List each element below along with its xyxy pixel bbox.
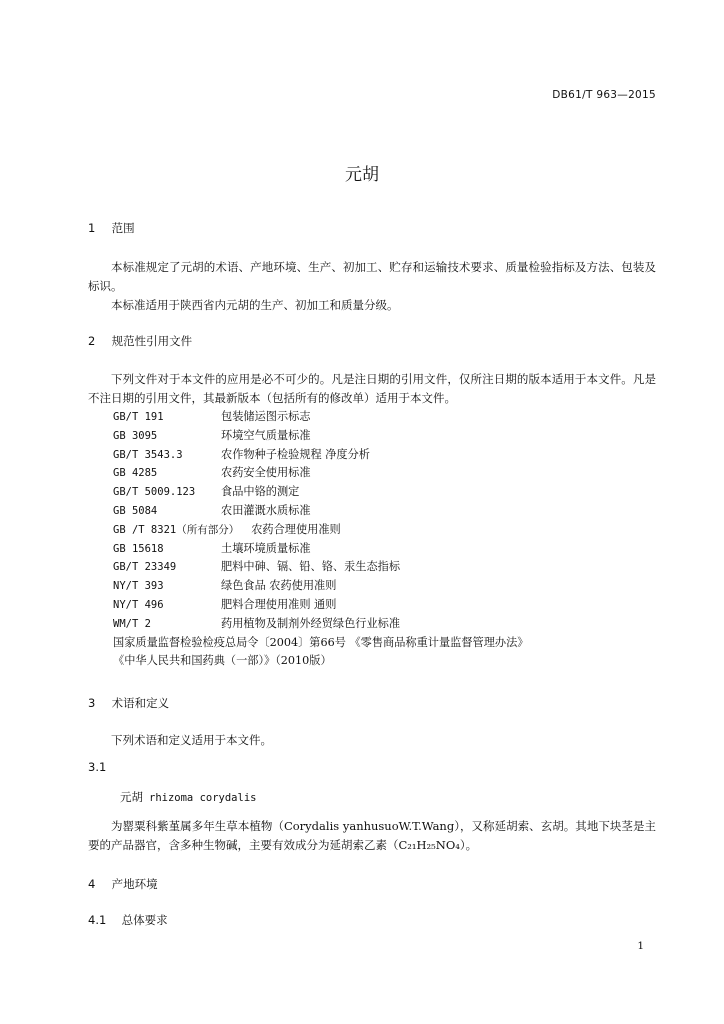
reference-name: 肥料中砷、镉、铅、铬、汞生态指标: [221, 560, 401, 574]
reference-item: [113, 577, 528, 596]
reference-item: [113, 521, 528, 540]
section-heading-4: [88, 876, 158, 892]
reference-item: [113, 446, 528, 465]
term-chinese: 元胡: [120, 790, 143, 804]
reference-name: 肥料合理使用准则 通则: [221, 597, 337, 611]
section-heading-2: [88, 333, 192, 349]
reference-item: 《中华人民共和国药典（一部）》（2010版）: [113, 654, 332, 668]
term-english: rhizoma corydalis: [149, 792, 257, 804]
reference-list: [113, 408, 528, 671]
reference-name: 环境空气质量标准: [221, 428, 311, 442]
term-definition: 为罂粟科紫堇属多年生草本植物（Corydalis yanhusuoW.T.Wang），又称延胡索、玄胡。其地下块茎是主要的产品器官，含多种生物碱，主要有效成分为延胡索乙素（C₂₁H₂₅NO₄）。: [88, 819, 656, 852]
reference-item: [113, 596, 528, 615]
reference-name: 农药安全使用标准: [221, 466, 311, 480]
reference-code: GB 3095: [113, 429, 158, 442]
reference-name: 农田灌溉水质标准: [221, 503, 311, 517]
reference-name: 土壤环境质量标准: [221, 541, 311, 555]
reference-item: [113, 615, 528, 634]
standard-code: DB61/T 963—2015: [552, 89, 656, 101]
section-number: 1: [88, 221, 96, 235]
reference-name: 绿色食品 农药使用准则: [221, 579, 337, 593]
reference-code: GB/T 5009.123: [113, 486, 196, 499]
reference-code: GB 15618: [113, 542, 164, 555]
term-entry: [120, 789, 256, 805]
reference-name: 药用植物及制剂外经贸绿色行业标准: [221, 616, 401, 630]
subsection-number: 4.1: [88, 913, 107, 927]
reference-code: GB /T 8321（所有部分）: [113, 523, 240, 536]
section-number: 2: [88, 334, 96, 348]
section-title: 规范性引用文件: [111, 334, 193, 348]
reference-name: 食品中铬的测定: [221, 485, 300, 499]
reference-item: 国家质量监督检验检疫总局令〔2004〕第66号 《零售商品称重计量监督管理办法》: [113, 635, 529, 649]
reference-code: GB/T 23349: [113, 561, 177, 574]
reference-code: NY/T 393: [113, 580, 164, 593]
section-heading-1: [88, 220, 135, 236]
reference-code: GB 5084: [113, 504, 158, 517]
reference-item: [113, 502, 528, 521]
subsection-heading-4-1: [88, 912, 168, 928]
section-title: 范围: [111, 221, 135, 235]
reference-name: 农药合理使用准则: [251, 522, 341, 536]
section-number: 3: [88, 696, 96, 710]
references-intro: 下列文件对于本文件的应用是必不可少的。凡是注日期的引用文件，仅所注日期的版本适用于本文件。凡是不注日期的引用文件，其最新版本（包括所有的修改单）适用于本文件。: [88, 372, 656, 405]
reference-code: GB/T 191: [113, 411, 164, 423]
reference-item: [113, 408, 528, 427]
scope-paragraph-1: 本标准规定了元胡的术语、产地环境、生产、初加工、贮存和运输技术要求、质量检验指标及方法、包装及标识。: [88, 260, 656, 293]
reference-name: 农作物种子检验规程 净度分析: [221, 447, 370, 461]
section-heading-3: [88, 695, 169, 711]
reference-code: GB 4285: [113, 467, 158, 480]
reference-item: [113, 464, 528, 483]
reference-item: [113, 483, 528, 502]
subsection-title: 总体要求: [121, 913, 168, 927]
reference-code: NY/T 496: [113, 598, 164, 611]
section-number: 4: [88, 877, 96, 891]
terms-intro: 下列术语和定义适用于本文件。: [111, 733, 272, 747]
reference-item: [113, 427, 528, 446]
page-number: 1: [637, 940, 644, 952]
document-title: 元胡: [345, 165, 379, 185]
reference-name: 包装储运图示标志: [221, 410, 311, 423]
subsection-number: 3.1: [88, 760, 107, 774]
reference-item: [113, 558, 528, 577]
scope-paragraph-2: 本标准适用于陕西省内元胡的生产、初加工和质量分级。: [111, 298, 399, 312]
reference-code: GB/T 3543.3: [113, 448, 183, 461]
reference-code: WM/T 2: [113, 617, 151, 630]
section-title: 产地环境: [111, 877, 158, 891]
section-title: 术语和定义: [111, 696, 170, 710]
reference-item: [113, 540, 528, 559]
